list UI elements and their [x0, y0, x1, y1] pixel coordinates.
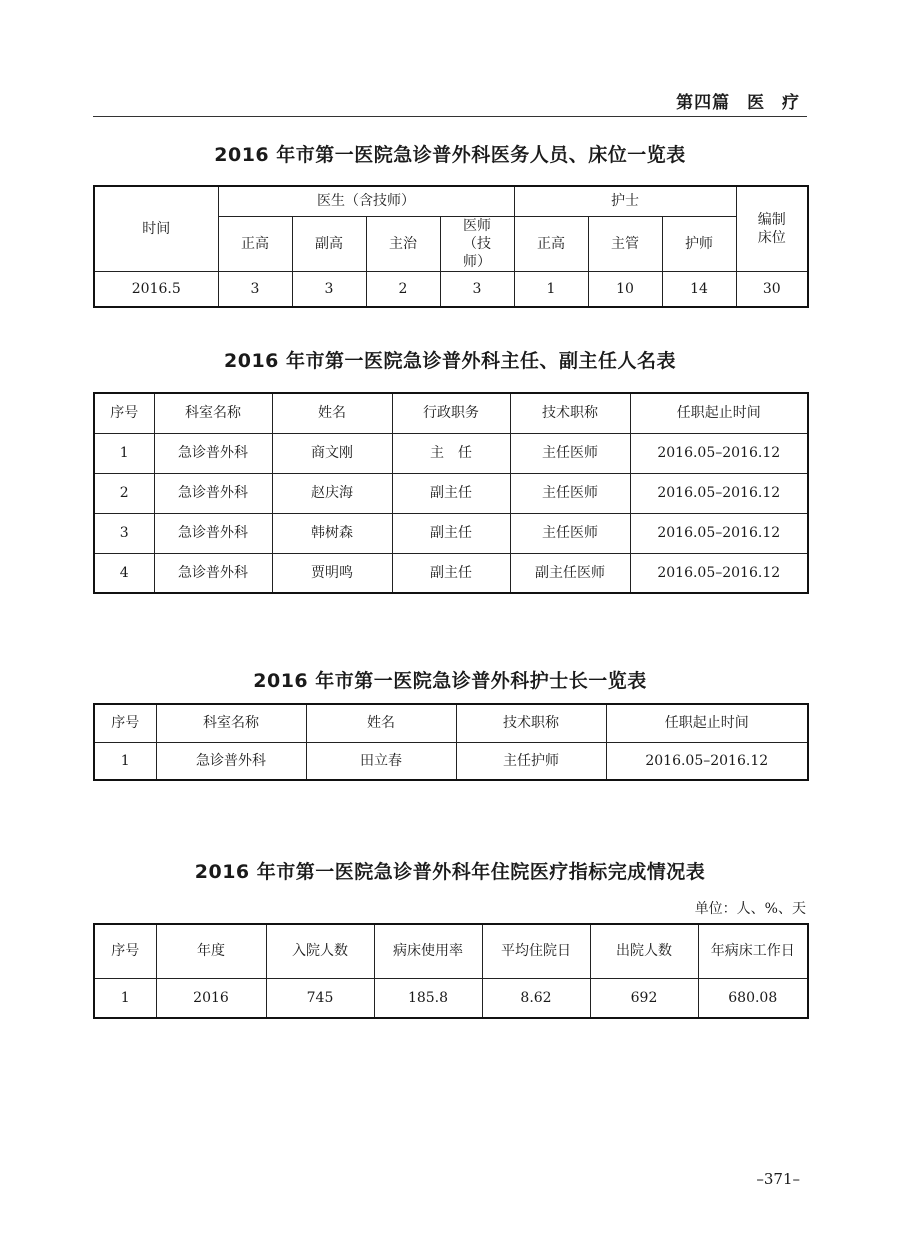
col-beds-header: 编制床位	[736, 186, 808, 271]
table-cell: 680.08	[698, 978, 808, 1018]
inpatient-indicators-table	[93, 923, 809, 1019]
table-cell: 185.8	[374, 978, 482, 1018]
table-cell: 3	[292, 271, 366, 307]
table-cell: 田立春	[306, 742, 456, 780]
doctor-group-header: 医生（含技师）	[218, 186, 514, 216]
directors-table	[93, 392, 809, 594]
table-cell: 主 任	[392, 433, 510, 473]
table-cell: 赵庆海	[272, 473, 392, 513]
header-cell: 行政职务	[392, 393, 510, 433]
table-cell: 商文刚	[272, 433, 392, 473]
table2-title: 2016 年市第一医院急诊普外科主任、副主任人名表	[224, 350, 676, 372]
table-cell: 急诊普外科	[154, 553, 272, 593]
table-row	[94, 473, 808, 513]
table-cell: 30	[736, 271, 808, 307]
header-cell: 姓名	[306, 704, 456, 742]
table-cell: 2016.05–2016.12	[630, 473, 808, 513]
table-cell: 急诊普外科	[156, 742, 306, 780]
doctor-col-header: 主治	[366, 216, 440, 271]
table-cell: 主任护师	[456, 742, 606, 780]
table-cell: 急诊普外科	[154, 473, 272, 513]
header-cell: 年病床工作日	[698, 924, 808, 978]
header-cell: 任职起止时间	[606, 704, 808, 742]
table-cell: 10	[588, 271, 662, 307]
header-cell: 平均住院日	[482, 924, 590, 978]
table4-title: 2016 年市第一医院急诊普外科年住院医疗指标完成情况表	[194, 861, 706, 883]
table-cell: 3	[218, 271, 292, 307]
header-cell: 技术职称	[456, 704, 606, 742]
doctor-col-header: 副高	[292, 216, 366, 271]
header-cell: 科室名称	[156, 704, 306, 742]
header-cell: 序号	[94, 924, 156, 978]
table-cell: 贾明鸣	[272, 553, 392, 593]
nurse-col-header: 主管	[588, 216, 662, 271]
header-rule	[93, 116, 807, 117]
table-row	[94, 553, 808, 593]
table-cell: 副主任	[392, 473, 510, 513]
header-cell: 序号	[94, 393, 154, 433]
table-cell: 2	[366, 271, 440, 307]
table-cell: 副主任	[392, 513, 510, 553]
doctor-col-header: 医师（技师）	[440, 216, 514, 271]
unit-note: 单位：人、%、天	[694, 901, 806, 917]
header-cell: 年度	[156, 924, 266, 978]
table-cell: 副主任	[392, 553, 510, 593]
table-cell: 2016.05–2016.12	[630, 513, 808, 553]
header-cell: 病床使用率	[374, 924, 482, 978]
header-cell: 序号	[94, 704, 156, 742]
header-cell: 技术职称	[510, 393, 630, 433]
nurse-col-header: 护师	[662, 216, 736, 271]
page-number: –371–	[756, 1170, 800, 1188]
table-cell: 14	[662, 271, 736, 307]
table-cell: 急诊普外科	[154, 433, 272, 473]
table1-title: 2016 年市第一医院急诊普外科医务人员、床位一览表	[214, 144, 686, 166]
table-row	[94, 742, 808, 780]
table3-title: 2016 年市第一医院急诊普外科护士长一览表	[253, 670, 647, 692]
table-row	[94, 978, 808, 1018]
table-cell: 2016.05–2016.12	[606, 742, 808, 780]
table-cell: 1	[94, 433, 154, 473]
header-cell: 任职起止时间	[630, 393, 808, 433]
table-cell: 韩树森	[272, 513, 392, 553]
table-row	[94, 271, 808, 307]
table-cell: 1	[94, 742, 156, 780]
table-cell: 745	[266, 978, 374, 1018]
doctor-col-header: 正高	[218, 216, 292, 271]
table-cell: 3	[94, 513, 154, 553]
header-cell: 入院人数	[266, 924, 374, 978]
table-cell: 2016.05–2016.12	[630, 553, 808, 593]
table-cell: 8.62	[482, 978, 590, 1018]
header-cell: 科室名称	[154, 393, 272, 433]
table-cell: 692	[590, 978, 698, 1018]
table-cell: 3	[440, 271, 514, 307]
table-cell: 2016	[156, 978, 266, 1018]
table-cell: 2016.5	[94, 271, 218, 307]
table-cell: 2	[94, 473, 154, 513]
table-cell: 主任医师	[510, 433, 630, 473]
staff-beds-table	[93, 185, 809, 308]
nurse-col-header: 正高	[514, 216, 588, 271]
table-row	[94, 433, 808, 473]
header-cell: 出院人数	[590, 924, 698, 978]
table-row	[94, 513, 808, 553]
table-cell: 2016.05–2016.12	[630, 433, 808, 473]
table-cell: 4	[94, 553, 154, 593]
table-cell: 1	[514, 271, 588, 307]
header-cell: 姓名	[272, 393, 392, 433]
table-cell: 1	[94, 978, 156, 1018]
table-cell: 急诊普外科	[154, 513, 272, 553]
head-nurse-table	[93, 703, 809, 781]
col-time-header: 时间	[94, 186, 218, 271]
section-header: 第四篇 医 疗	[676, 93, 800, 113]
nurse-group-header: 护士	[514, 186, 736, 216]
table-cell: 主任医师	[510, 473, 630, 513]
table-cell: 主任医师	[510, 513, 630, 553]
table-cell: 副主任医师	[510, 553, 630, 593]
